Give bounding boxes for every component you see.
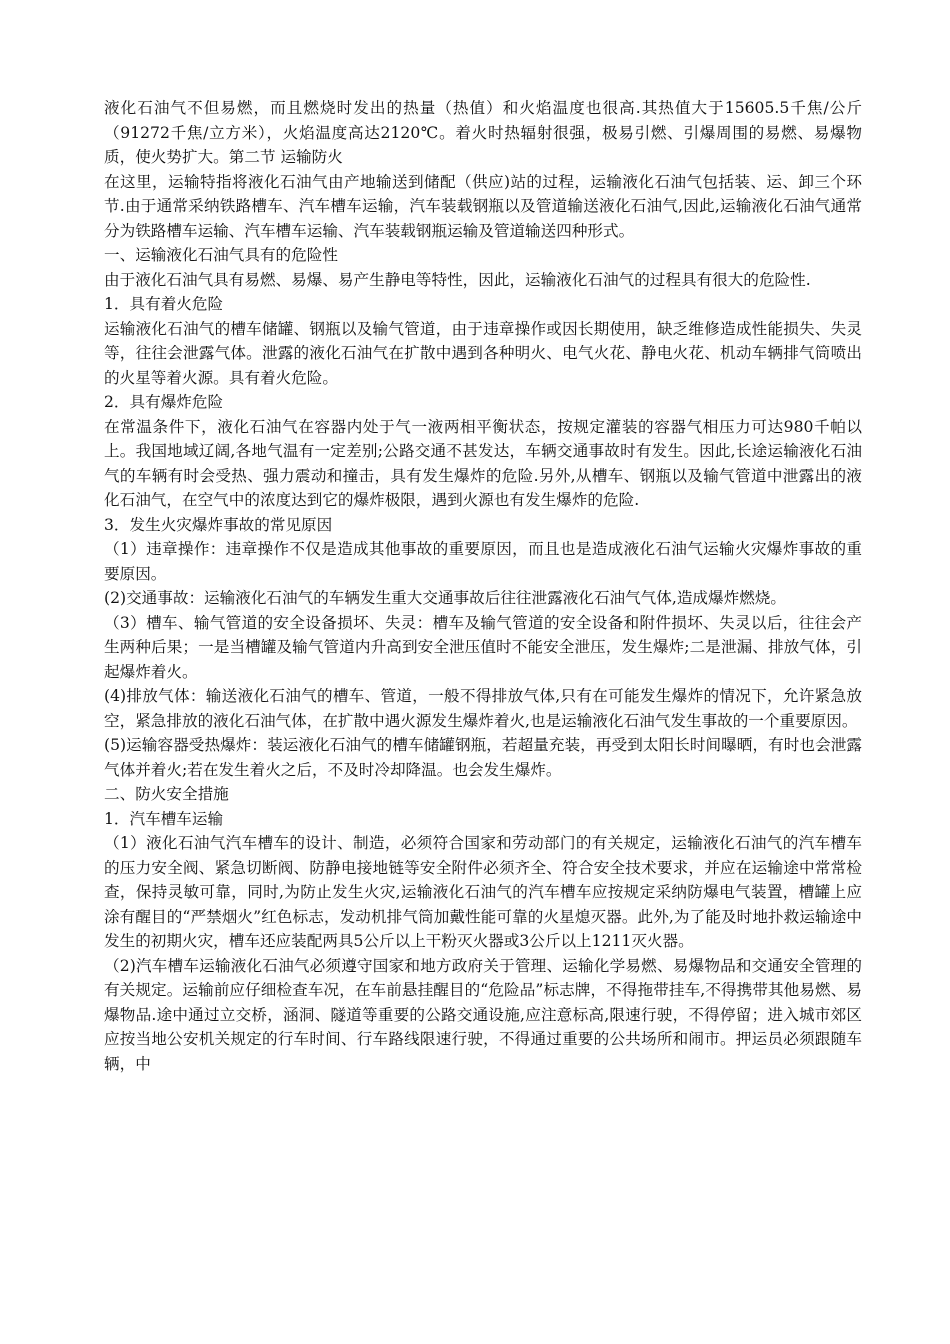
fire-danger-paragraph: 运输液化石油气的槽车储罐、钢瓶以及输气管道，由于违章操作或因长期使用，缺乏维修造成性能损失、失灵等，往往会泄露气体。泄露的液化石油气在扩散中遇到各种明火、电气火花、静电火花、机动车辆排气筒喷出的火星等着火源。具有着火危险。 bbox=[104, 319, 862, 387]
danger-intro-paragraph: 由于液化石油气具有易燃、易爆、易产生静电等特性，因此，运输液化石油气的过程具有很大的危险性. bbox=[104, 270, 811, 289]
cause-item-3: （3）槽车、输气管道的安全设备损坏、失灵：槽车及输气管道的安全设备和附件损坏、失灵以后，往往会产生两种后果；一是当槽罐及输气管道内升高到安全泄压值时不能安全泄压，发生爆炸;二是泄漏、排放气体，引起爆炸着火。 bbox=[104, 613, 862, 681]
subheading-common-causes: 3．发生火灾爆炸事故的常见原因 bbox=[104, 515, 333, 534]
section-heading-danger: 一、运输液化石油气具有的危险性 bbox=[104, 246, 338, 264]
cause-item-5: (5)运输容器受热爆炸：装运液化石油气的槽车储罐钢瓶，若超量充装，再受到太阳长时间曝晒，有时也会泄露气体并着火;若在发生着火之后，不及时冷却降温。也会发生爆炸。 bbox=[104, 736, 862, 779]
cause-item-2: (2)交通事故：运输液化石油气的车辆发生重大交通事故后往往泄露液化石油气气体,造成爆炸燃烧。 bbox=[104, 589, 786, 607]
subheading-fire-danger: 1．具有着火危险 bbox=[104, 295, 224, 313]
document-body bbox=[104, 96, 862, 1076]
cause-item-4: (4)排放气体：输送液化石油气的槽车、管道，一般不得排放气体,只有在可能发生爆炸的情况下，允许紧急放空，紧急排放的液化石油气体，在扩散中遇火源发生爆炸着火,也是运输液化石油气发生事故的一个重要原因。 bbox=[104, 687, 862, 730]
transport-definition-paragraph: 在这里，运输特指将液化石油气由产地输送到储配（供应)站的过程，运输液化石油气包括装、运、卸三个环节.由于通常采纳铁路槽车、汽车槽车运输，汽车装载钢瓶以及管道输送液化石油气,因此,运输液化石油气通常分为铁路槽车运输、汽车槽车运输、汽车装载钢瓶运输及管道输送四种形式。 bbox=[104, 172, 862, 240]
subheading-explosion-danger: 2．具有爆炸危险 bbox=[104, 393, 224, 411]
section-heading-measures: 二、防火安全措施 bbox=[104, 785, 229, 803]
cause-item-1: （1）违章操作：违章操作不仅是造成其他事故的重要原因，而且也是造成液化石油气运输火灾爆炸事故的重要原因。 bbox=[104, 540, 862, 583]
measure-item-1: （1）液化石油气汽车槽车的设计、制造，必须符合国家和劳动部门的有关规定，运输液化石油气的汽车槽车的压力安全阀、紧急切断阀、防静电接地链等安全附件必须齐全、符合安全技术要求，并应在运输途中常常检查，保持灵敏可靠，同时,为防止发生火灾,运输液化石油气的汽车槽车应按规定采纳防爆电气装置，槽罐上应涂有醒目的“严禁烟火”红色标志，发动机排气筒加戴性能可靠的火星熄灭器。此外,为了能及时地扑救运输途中发生的初期火灾，槽车还应装配两具5公斤以上干粉灭火器或3公斤以上1211灭火器。 bbox=[104, 834, 862, 950]
explosion-danger-paragraph: 在常温条件下，液化石油气在容器内处于气一液两相平衡状态，按规定灌装的容器气相压力可达980千帕以上。我国地域辽阔,各地气温有一定差别;公路交通不甚发达，车辆交通事故时有发生。因此,长途运输液化石油气的车辆有时会受热、强力震动和撞击，具有发生爆炸的危险.另外,从槽车、钢瓶以及输气管道中泄露出的液化石油气，在空气中的浓度达到它的爆炸极限，遇到火源也有发生爆炸的危险. bbox=[104, 417, 862, 509]
intro-paragraph: 液化石油气不但易燃，而且燃烧时发出的热量（热值）和火焰温度也很高.其热值大于15605.5千焦/公斤（91272千焦/立方米），火焰温度高达2120℃。着火时热辐射很强，极易引燃、引爆周围的易燃、易爆物质，使火势扩大。第二节 运输防火 bbox=[104, 99, 862, 166]
subheading-tanker-transport: 1．汽车槽车运输 bbox=[104, 809, 224, 828]
measure-item-2: （2)汽车槽车运输液化石油气必须遵守国家和地方政府关于管理、运输化学易燃、易爆物品和交通安全管理的有关规定。运输前应仔细检查车况，在车前悬挂醒目的“危险品”标志牌，不得拖带挂车,不得携带其他易燃、易爆物品.途中通过立交桥，涵洞、隧道等重要的公路交通设施,应注意标高,限速行驶，不得停留；进入城市郊区应按当地公安机关规定的行车时间、行车路线限速行驶，不得通过重要的公共场所和闹市。押运员必须跟随车辆，中 bbox=[104, 956, 862, 1073]
